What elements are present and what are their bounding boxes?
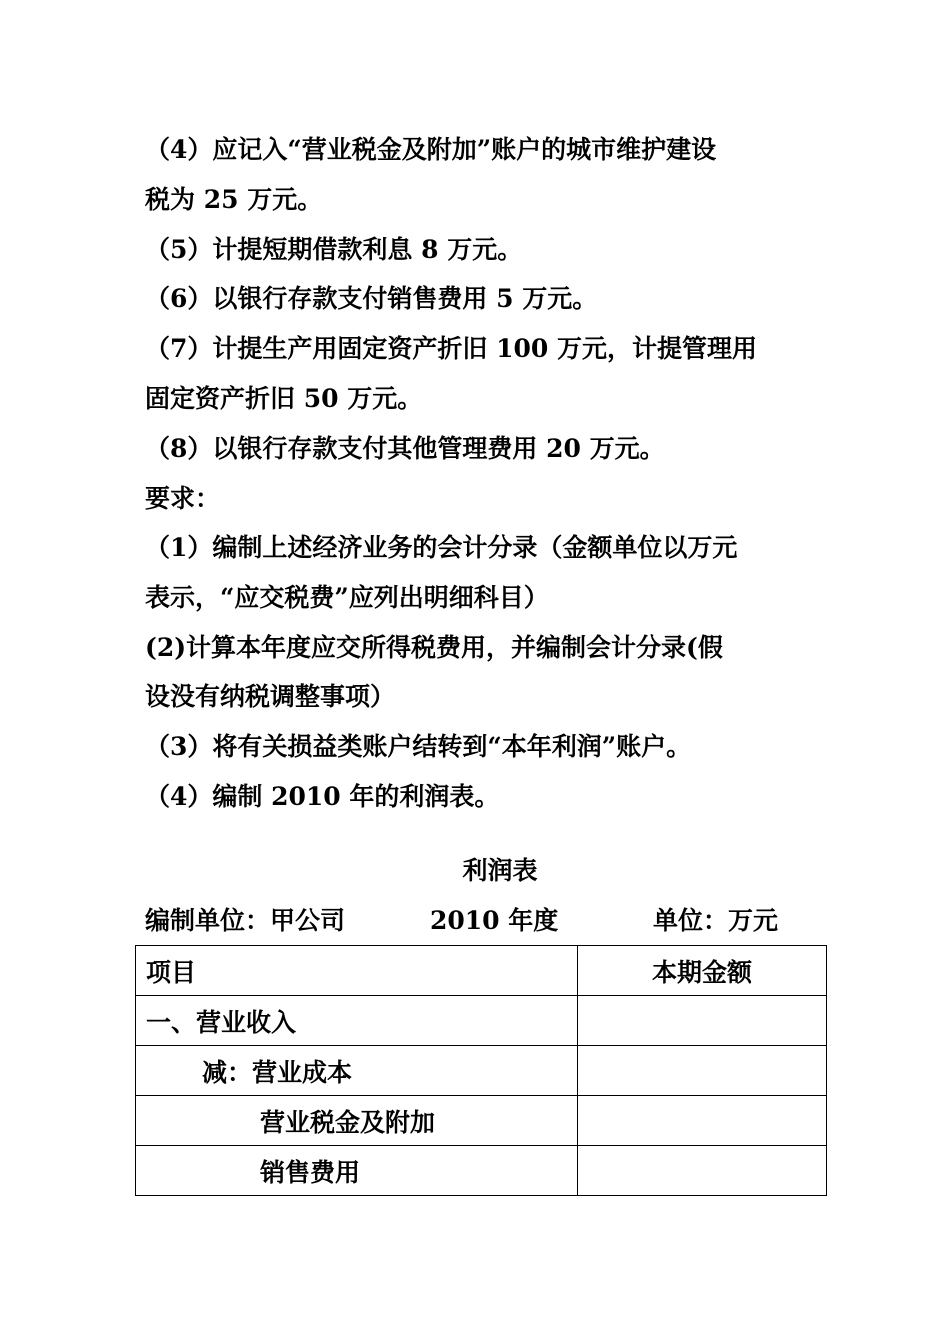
paragraph-line: （3）将有关损益类账户结转到“本年利润”账户。 — [145, 732, 692, 761]
table-row — [136, 1046, 827, 1096]
row-amount-cell — [578, 996, 827, 1046]
currency-unit: 单位：万元 — [653, 906, 779, 935]
reporting-entity: 编制单位：甲公司 — [145, 906, 346, 935]
row-item: 营业税金及附加 — [136, 1096, 578, 1146]
table-row — [136, 1146, 827, 1196]
row-item: 减：营业成本 — [136, 1046, 578, 1096]
income-statement-table — [135, 945, 827, 1196]
table-row — [136, 996, 827, 1046]
row-item: 一、营业收入 — [136, 996, 578, 1046]
report-title: 利润表 — [462, 856, 538, 885]
paragraph-line: （4）编制 2010 年的利润表。 — [145, 782, 500, 811]
table-header-row — [136, 946, 827, 996]
reporting-period: 2010 年度 — [430, 906, 559, 935]
header-amount: 本期金额 — [578, 946, 827, 996]
paragraph-line: 设没有纳税调整事项） — [145, 682, 396, 711]
paragraph-line: （4）应记入“营业税金及附加”账户的城市维护建设 — [145, 135, 717, 164]
row-amount-cell — [578, 1046, 827, 1096]
paragraph-line: （1）编制上述经济业务的会计分录（金额单位以万元 — [145, 533, 738, 562]
paragraph-line: 税为 25 万元。 — [145, 185, 323, 214]
paragraph-line: （6）以银行存款支付销售费用 5 万元。 — [145, 284, 598, 313]
paragraph-line: 固定资产折旧 50 万元。 — [145, 384, 423, 413]
row-amount-cell — [578, 1096, 827, 1146]
paragraph-line: （8）以银行存款支付其他管理费用 20 万元。 — [145, 434, 665, 463]
paragraph-line: 表示，“应交税费”应列出明细科目） — [145, 583, 549, 612]
table-row — [136, 1096, 827, 1146]
paragraph-line: (2)计算本年度应交所得税费用，并编制会计分录(假 — [145, 633, 723, 662]
row-amount-cell — [578, 1146, 827, 1196]
requirements-heading: 要求： — [145, 484, 221, 513]
paragraph-line: （5）计提短期借款利息 8 万元。 — [145, 235, 523, 264]
header-item: 项目 — [136, 946, 578, 996]
paragraph-line: （7）计提生产用固定资产折旧 100 万元，计提管理用 — [145, 334, 757, 363]
row-item: 销售费用 — [136, 1146, 578, 1196]
